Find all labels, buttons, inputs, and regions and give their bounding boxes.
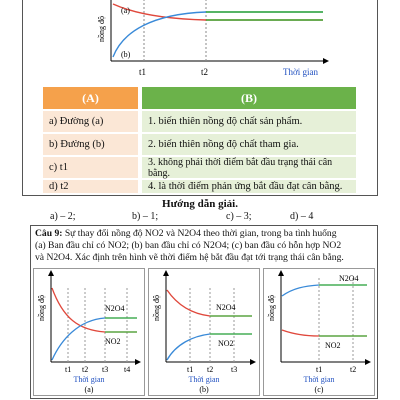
question-text [35,228,375,264]
chart-a-tick-4: t4 [124,365,131,374]
chart-c-caption: (c) [314,385,324,394]
chart-c-ylabel: nồng độ [267,295,276,321]
answer-d: d) – 4 [290,211,314,222]
chart-c-top-series: N2O4 [339,274,359,283]
question-label: Câu 9: [35,228,63,239]
table-header-b: (B) [142,87,356,109]
chart-a-top-series: N2O4 [105,304,125,313]
chart-c-tick-2: t2 [350,365,357,374]
chart-b-top-series: N2O4 [216,303,236,312]
curve-a-label: (a) [121,6,130,15]
chart-b-caption: (b) [199,385,209,394]
t1-label: t1 [139,67,147,77]
answer-c: c) – 3; [226,211,252,222]
chart-b-tick-2: t2 [207,365,214,374]
row-a-left: a) Đường (a) [43,111,138,132]
chart-a-bottom-series: NO2 [105,337,121,346]
row-d-right: 4. là thời điểm phản ứng bắt đầu đạt cân bằng. [142,180,356,193]
row-a-right: 1. biến thiên nồng độ chất sản phẩm. [142,111,356,132]
chart-b-tick-1: t1 [187,365,194,374]
question-8-box [22,0,378,196]
chart-a [33,268,145,396]
chart-b-tick-3: t3 [231,365,238,374]
row-b-right: 2. biến thiên nồng độ chất tham gia. [142,134,356,155]
row-c-left: c) t1 [43,157,138,178]
answer-b: b) – 1; [132,211,159,222]
question-line2: (a) Ban đầu chỉ có NO2; (b) ban đầu chỉ có N2O4; (c) ban đầu có hỗn hợp NO2 [35,240,342,251]
row-d-left: d) t2 [43,180,138,193]
chart-c-tick-1: t1 [316,365,323,374]
chart-a-tick-2: t2 [82,365,89,374]
row-b-left: b) Đường (b) [43,134,138,155]
chart-b-bottom-series: NO2 [218,339,234,348]
chart-c-bottom-series: NO2 [325,341,341,350]
question-line3: và N2O4. Xác định trên hình vẽ thời điểm hệ bắt đầu đạt tới trạng thái cân bằng. [35,252,344,263]
curve-b [113,12,323,57]
chart-b-ylabel: nồng độ [152,295,161,321]
chart-a-tick-3: t3 [102,365,109,374]
chart-a-tick-1: t1 [65,365,72,374]
question-line1: Sự thay đổi nồng độ NO2 và N2O4 theo thời gian, trong ba tình huống [62,228,337,239]
chart-c [263,268,375,396]
chart-a-xlabel: Thời gian [73,375,105,384]
row-c-right: 3. không phải thời điểm bắt đầu trạng thái cân bằng. [142,157,356,178]
chart-a-ylabel: nồng độ [37,295,46,321]
curve-b-label: (b) [121,50,131,59]
question-9-box [30,225,378,399]
ylabel: nồng độ [97,16,106,42]
chart-b-xlabel: Thời gian [188,375,220,384]
answer-a: a) – 2; [50,211,76,222]
top-concentration-chart [23,0,377,83]
chart-b [148,268,260,396]
chart-c-xlabel: Thời gian [303,375,335,384]
table-header-a: (A) [43,87,138,109]
t2-label: t2 [201,67,209,77]
top-xlabel: Thời gian [283,67,319,77]
solution-title: Hướng dẫn giải. [162,198,238,210]
chart-a-caption: (a) [84,385,94,394]
